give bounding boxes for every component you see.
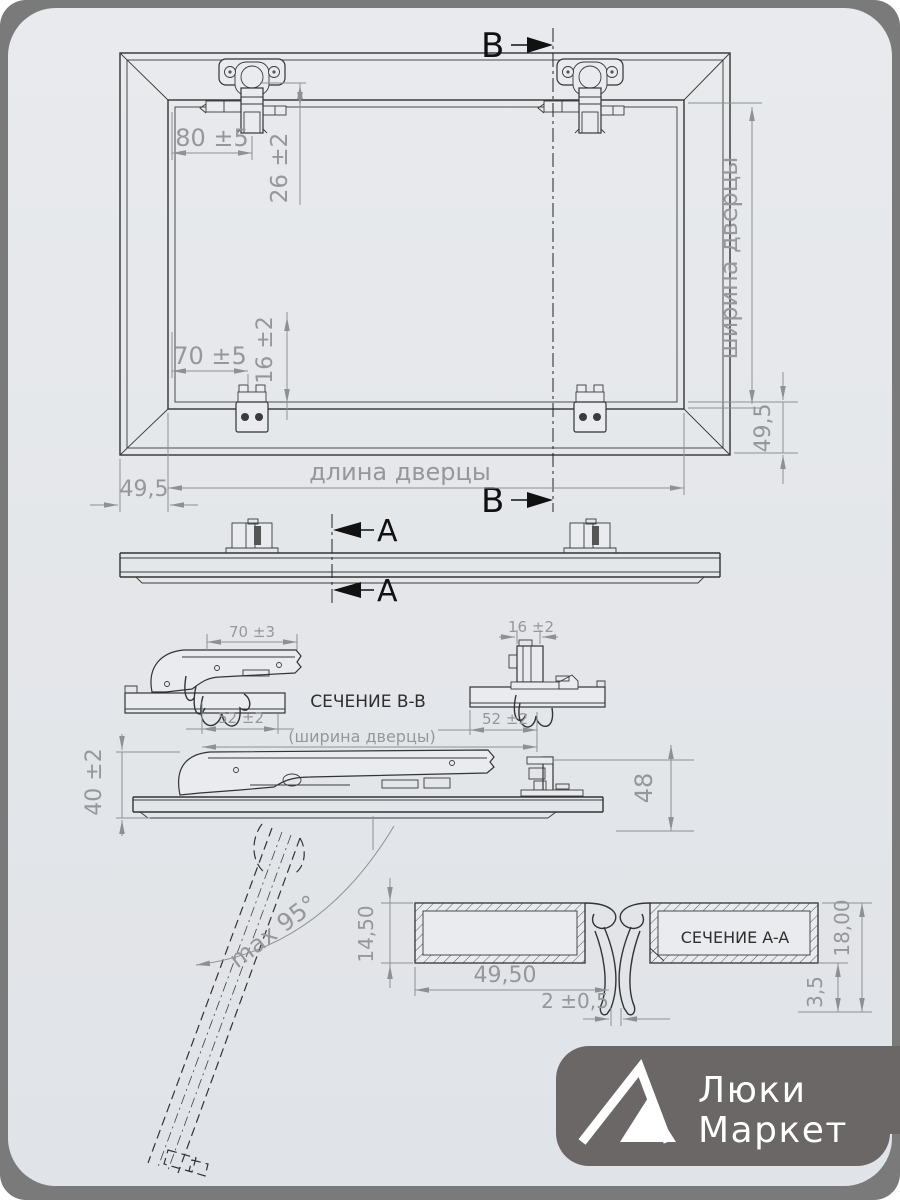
section-b-letter-bottom: B — [481, 481, 505, 521]
sheet-background — [8, 8, 892, 1186]
section-aa-title: СЕЧЕНИЕ A-A — [680, 928, 790, 947]
dim-latch-offset: 70 ±5 — [173, 342, 247, 370]
dim-bb-latch-center: 52 ±2 — [482, 710, 528, 728]
dim-aa-total-height: 18,00 — [830, 899, 854, 957]
section-a-letter-bottom: A — [377, 574, 398, 609]
dim-aa-gap: 2 ±0,5 — [541, 989, 609, 1013]
dim-aa-profile-width: 49,50 — [473, 963, 537, 988]
logo-text-line1: Люки — [698, 1070, 807, 1111]
section-bb-title: СЕЧЕНИЕ B-B — [310, 692, 426, 712]
door-length-label: длина дверцы — [309, 458, 491, 486]
latch-bottom-left — [236, 385, 268, 432]
dim-aa-profile-height: 14,50 — [354, 905, 378, 963]
door-width-label: ширина дверцы — [715, 156, 743, 360]
section-b-letter-top: B — [481, 26, 505, 66]
dim-frame-width-bottom: 49,5 — [119, 477, 169, 502]
dim-hinge-offset: 80 ±5 — [175, 124, 249, 152]
hinge-block-right — [564, 519, 616, 553]
latch-bottom-right — [574, 385, 606, 432]
dim-open-hinge-height: 40 ±2 — [82, 748, 107, 816]
dim-bb-hinge-width: 70 ±3 — [229, 623, 275, 641]
dim-frame-width-right: 49,5 — [751, 403, 776, 453]
logo-text-line2: Маркет — [698, 1110, 848, 1151]
logo-plate — [556, 1046, 900, 1166]
dim-bb-latch-width: 16 ±2 — [508, 618, 554, 636]
dim-aa-lip: 3,5 — [803, 976, 827, 1008]
max-angle-label: max 95° — [223, 889, 323, 974]
section-a-letter-top: A — [377, 514, 398, 549]
dim-open-assembly-height: 48 — [630, 772, 658, 804]
bb-door-width-ref: (ширина дверцы) — [288, 727, 436, 746]
hinge-block-left — [226, 519, 278, 553]
dim-hinge-inset: 26 ±2 — [267, 132, 293, 204]
dim-latch-inset: 16 ±2 — [253, 316, 278, 384]
dim-bb-hinge-center: 52 ±2 — [218, 709, 264, 727]
